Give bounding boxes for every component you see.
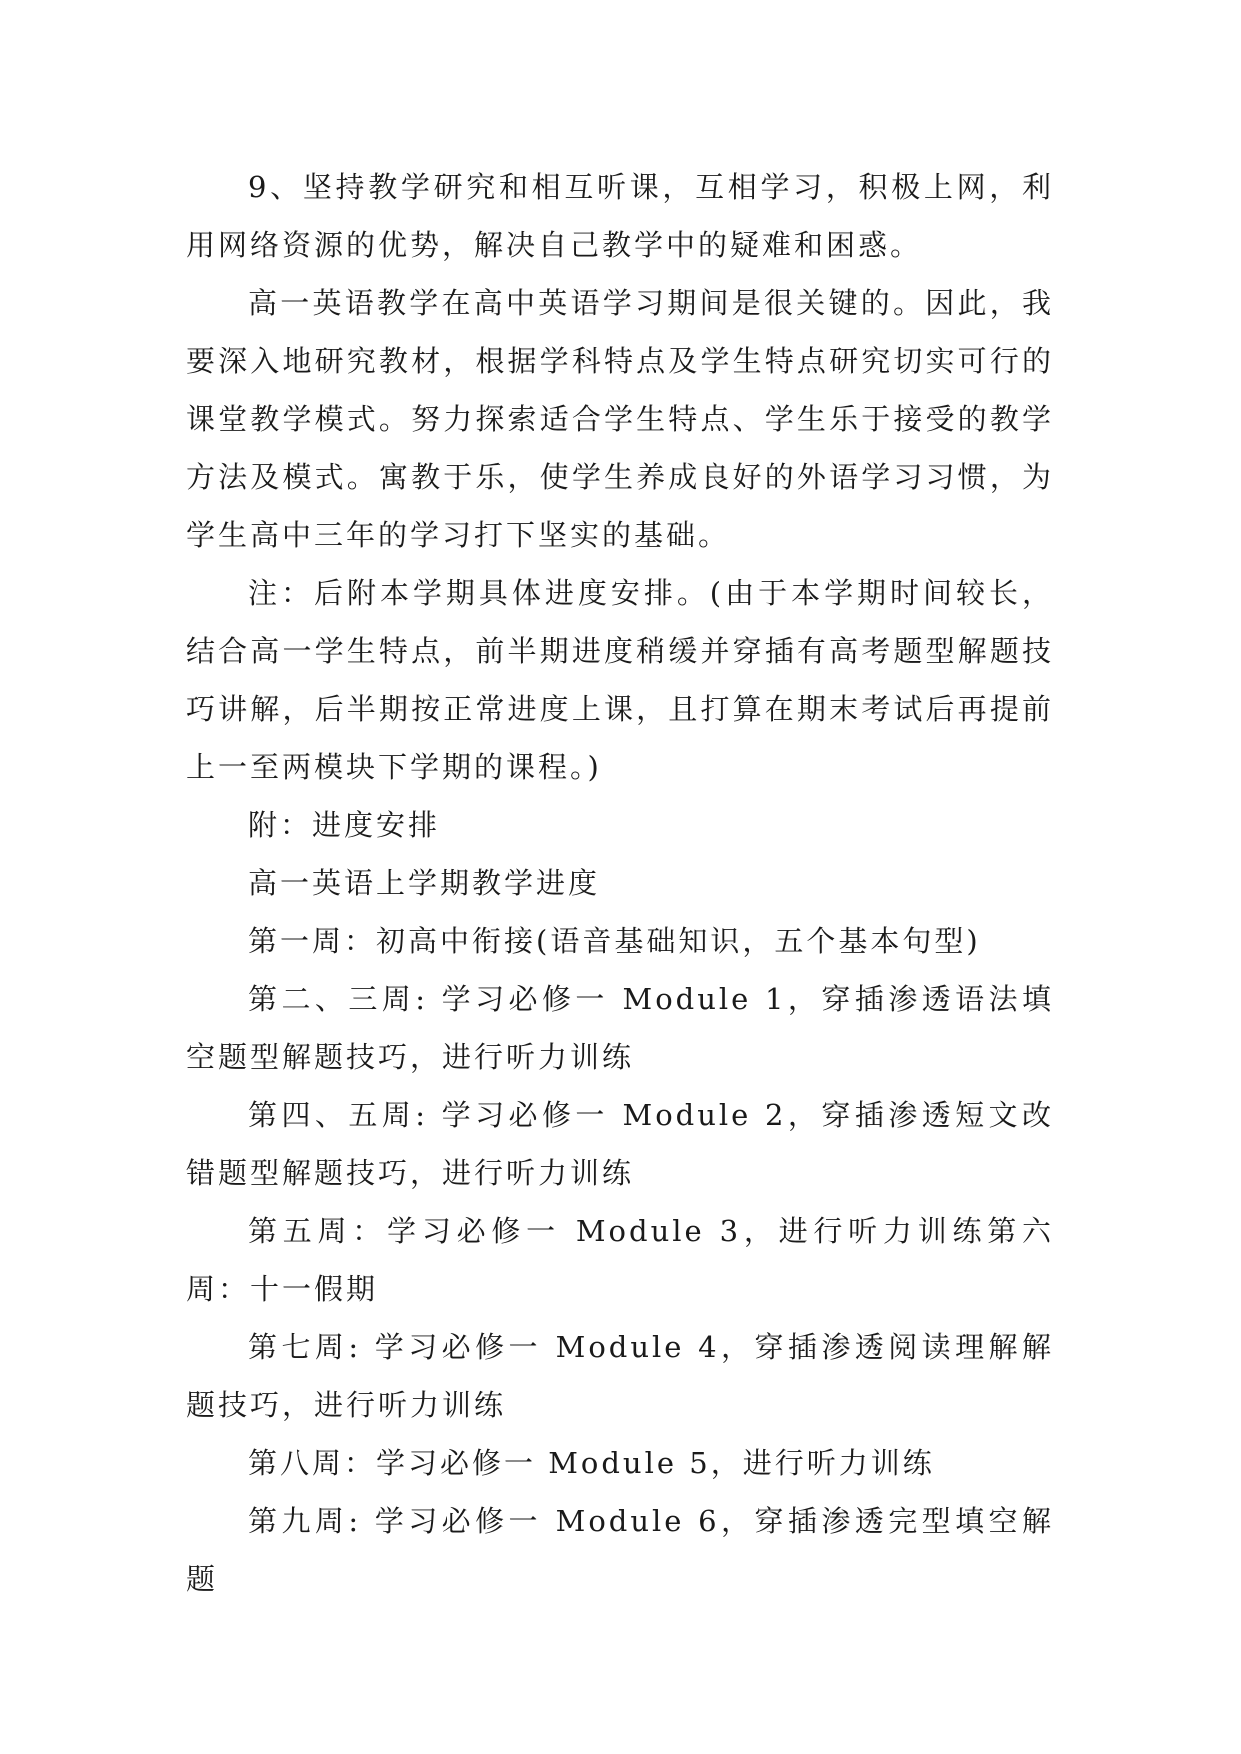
paragraph-teaching-research: 9、坚持教学研究和相互听课，互相学习，积极上网，利用网络资源的优势，解决自己教学中的疑难和困惑。 [186,170,1054,262]
paragraph-schedule-title: 高一英语上学期教学进度 [248,866,601,900]
document-body [186,158,1054,1608]
schedule-item-week-9: 第九周: 学习必修一 Module 6，穿插渗透完型填空解题 [186,1504,1054,1596]
schedule-item-week-4-5: 第四、五周: 学习必修一 Module 2，穿插渗透短文改错题型解题技巧，进行听力训练 [186,1098,1054,1190]
paragraph-teaching-goals: 高一英语教学在高中英语学习期间是很关键的。因此，我要深入地研究教材，根据学科特点及学生特点研究切实可行的课堂教学模式。努力探索适合学生特点、学生乐于接受的教学方法及模式。寓教于乐，使学生养成良好的外语学习习惯，为学生高中三年的学习打下坚实的基础。 [186,286,1054,552]
schedule-item-week-8: 第八周：学习必修一 Module 5，进行听力训练 [248,1446,935,1480]
paragraph-appendix-heading: 附：进度安排 [248,808,441,842]
paragraph-note: 注：后附本学期具体进度安排。(由于本学期时间较长，结合高一学生特点，前半期进度稍缓并穿插有高考题型解题技巧讲解，后半期按正常进度上课，且打算在期末考试后再提前上一至两模块下学期的课程。) [186,576,1054,784]
schedule-item-week-1: 第一周：初高中衔接(语音基础知识，五个基本句型) [248,924,981,958]
schedule-item-week-2-3: 第二、三周: 学习必修一 Module 1，穿插渗透语法填空题型解题技巧，进行听力训练 [186,982,1054,1074]
schedule-item-week-5-6: 第五周：学习必修一 Module 3，进行听力训练第六周：十一假期 [186,1214,1054,1306]
schedule-item-week-7: 第七周: 学习必修一 Module 4，穿插渗透阅读理解解题技巧，进行听力训练 [186,1330,1054,1422]
